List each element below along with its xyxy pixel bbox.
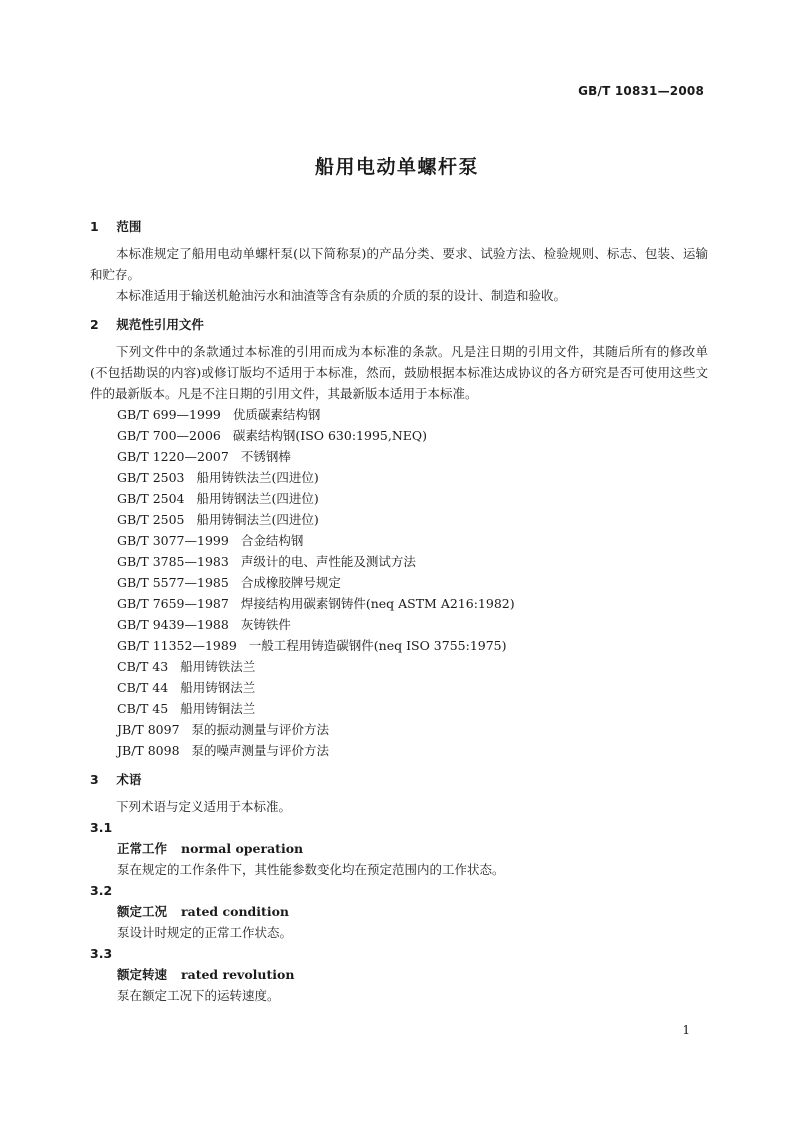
reference-item	[90, 404, 708, 425]
document-body	[90, 216, 708, 1006]
reference-code: CB/T 44	[117, 680, 169, 695]
reference-code: GB/T 700—2006	[117, 428, 221, 443]
reference-item	[90, 467, 708, 488]
term-chinese: 正常工作	[117, 841, 168, 856]
reference-title: 泵的噪声测量与评价方法	[191, 743, 330, 758]
section-number: 3	[90, 772, 99, 787]
section-heading-normative-refs	[90, 314, 708, 335]
section-heading-scope	[90, 216, 708, 237]
reference-item	[90, 425, 708, 446]
term-entry	[90, 838, 708, 859]
reference-item	[90, 677, 708, 698]
reference-title: 一般工程用铸造碳钢件(neq ISO 3755:1975)	[248, 638, 507, 653]
section-title: 规范性引用文件	[116, 317, 204, 332]
reference-item	[90, 635, 708, 656]
reference-item	[90, 488, 708, 509]
term-english: rated revolution	[181, 967, 295, 982]
scope-paragraph-2: 本标准适用于输送机舱油污水和油渣等含有杂质的介质的泵的设计、制造和验收。	[116, 288, 567, 303]
reference-code: GB/T 3785—1983	[117, 554, 229, 569]
term-definition: 泵在规定的工作条件下，其性能参数变化均在预定范围内的工作状态。	[117, 862, 505, 877]
reference-item	[90, 593, 708, 614]
reference-title: 声级计的电、声性能及测试方法	[240, 554, 416, 569]
reference-title: 船用铸铜法兰	[180, 701, 256, 716]
reference-title: 碳素结构钢(ISO 630:1995,NEQ)	[232, 428, 428, 443]
reference-title: 船用铸铁法兰	[180, 659, 256, 674]
reference-title: 合成橡胶牌号规定	[240, 575, 341, 590]
section-title: 范围	[116, 219, 142, 234]
reference-title: 船用铸铁法兰(四进位)	[196, 470, 319, 485]
reference-code: JB/T 8097	[117, 722, 180, 737]
reference-item	[90, 530, 708, 551]
reference-code: JB/T 8098	[117, 743, 180, 758]
section-title: 术语	[116, 772, 142, 787]
term-entry	[90, 901, 708, 922]
reference-title: 船用铸钢法兰	[180, 680, 256, 695]
reference-item	[90, 740, 708, 761]
reference-code: GB/T 5577—1985	[117, 575, 229, 590]
reference-title: 船用铸钢法兰(四进位)	[196, 491, 319, 506]
term-chinese: 额定转速	[117, 967, 168, 982]
reference-item	[90, 551, 708, 572]
reference-title: 泵的振动测量与评价方法	[191, 722, 330, 737]
reference-title: 合金结构钢	[240, 533, 304, 548]
reference-item	[90, 509, 708, 530]
reference-code: GB/T 1220—2007	[117, 449, 229, 464]
reference-title: 船用铸铜法兰(四进位)	[196, 512, 319, 527]
section-heading-terms	[90, 769, 708, 790]
reference-title: 不锈钢棒	[240, 449, 291, 464]
reference-list	[90, 404, 708, 761]
reference-title: 灰铸铁件	[240, 617, 291, 632]
reference-code: GB/T 2505	[117, 512, 185, 527]
reference-code: GB/T 3077—1999	[117, 533, 229, 548]
reference-item	[90, 698, 708, 719]
reference-code: GB/T 2504	[117, 491, 185, 506]
document-title: 船用电动单螺杆泵	[314, 156, 479, 178]
section-number: 2	[90, 317, 99, 332]
reference-code: GB/T 2503	[117, 470, 185, 485]
page-number: 1	[682, 1023, 690, 1037]
reference-item	[90, 614, 708, 635]
reference-code: GB/T 11352—1989	[117, 638, 237, 653]
term-definition: 泵在额定工况下的运转速度。	[117, 988, 280, 1003]
reference-code: GB/T 9439—1988	[117, 617, 229, 632]
term-definition: 泵设计时规定的正常工作状态。	[117, 925, 293, 940]
reference-item	[90, 572, 708, 593]
term-entry	[90, 964, 708, 985]
clause-number: 3.2	[90, 883, 113, 898]
reference-title: 优质碳素结构钢	[232, 407, 321, 422]
reference-item	[90, 719, 708, 740]
term-english: normal operation	[181, 841, 304, 856]
reference-code: CB/T 45	[117, 701, 169, 716]
section-number: 1	[90, 219, 99, 234]
reference-code: CB/T 43	[117, 659, 169, 674]
clause-number: 3.3	[90, 946, 113, 961]
normative-refs-intro: 下列文件中的条款通过本标准的引用而成为本标准的条款。凡是注日期的引用文件，其随后所有的修改单(不包括勘误的内容)或修订版均不适用于本标准，然而，鼓励根据本标准达成协议的各方研究是否可使用这些文件的最新版本。凡是不注日期的引用文件，其最新版本适用于本标准。	[90, 344, 708, 401]
terms-intro: 下列术语与定义适用于本标准。	[116, 799, 292, 814]
reference-code: GB/T 699—1999	[117, 407, 221, 422]
scope-paragraph-1: 本标准规定了船用电动单螺杆泵(以下简称泵)的产品分类、要求、试验方法、检验规则、标志、包装、运输和贮存。	[90, 246, 708, 282]
reference-code: GB/T 7659—1987	[117, 596, 229, 611]
term-chinese: 额定工况	[117, 904, 168, 919]
reference-item	[90, 446, 708, 467]
standard-code: GB/T 10831—2008	[578, 84, 704, 98]
reference-item	[90, 656, 708, 677]
term-english: rated condition	[181, 904, 289, 919]
clause-number: 3.1	[90, 820, 113, 835]
reference-title: 焊接结构用碳素钢铸件(neq ASTM A216:1982)	[240, 596, 515, 611]
